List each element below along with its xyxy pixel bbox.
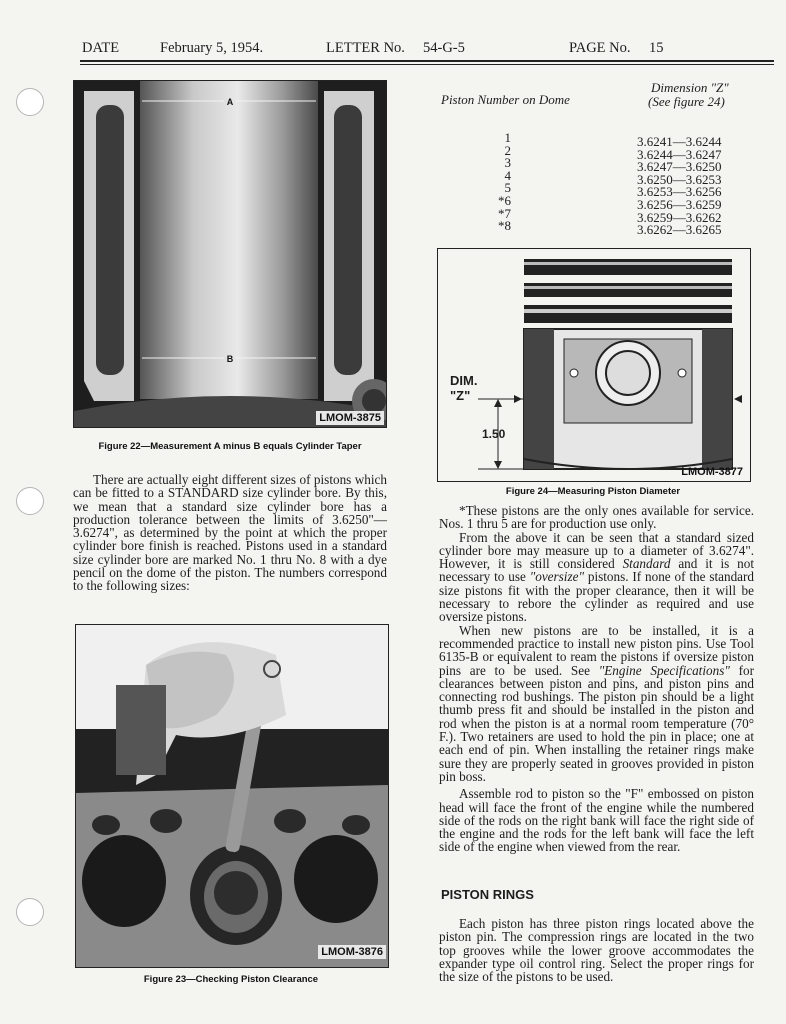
piston-number-column <box>481 132 511 233</box>
page-header <box>80 40 774 60</box>
fig24-height-label: 1.50 <box>482 427 506 441</box>
piston-number-cell: *8 <box>498 218 511 234</box>
paragraph-piston-rings: Each piston has three piston rings located above the piston pin. The compression rings are located in the two top grooves while the lower groove accommodates the expander type oil control ring. Select the proper rings for the size of the pistons to be used. <box>439 916 754 985</box>
figure-24-caption: Figure 24—Measuring Piston Diameter <box>505 486 681 497</box>
figure-23-caption: Figure 23—Checking Piston Clearance <box>143 974 319 985</box>
dimension-cell: 3.6256—3.6259 <box>637 196 722 212</box>
piston-number-cell: 4 <box>504 167 511 183</box>
header-rule-thick <box>80 60 774 62</box>
binder-hole-top <box>16 88 44 116</box>
date-value: February 5, 1954. <box>160 40 264 56</box>
oversize-text-oversize: "oversize" <box>529 569 584 585</box>
paragraph-piston-pins <box>439 624 754 784</box>
piston-number-cell: *7 <box>498 205 511 221</box>
header-rule-thin <box>80 64 774 65</box>
dimension-cell: 3.6247—3.6250 <box>637 159 722 175</box>
fig24-dim-label-line1: DIM. <box>450 373 478 388</box>
fig23-tag: LMOM-3876 <box>318 945 386 959</box>
paragraph-assemble-rod: Assemble rod to piston so the "F" embossed on piston head will face the front of the engine while the numbered side of the rods on the right bank will face the right side of the engine and the rods for the left bank will face the left side of the engine when viewed from the rear. <box>439 786 754 855</box>
binder-hole-middle <box>16 487 44 515</box>
dimension-column <box>637 136 722 237</box>
dimension-cell: 3.6259—3.6262 <box>637 209 722 225</box>
pins-text-b: for clearances between piston and pins, and piston pins and connecting rod bushings. The piston pin should be a light thumb press fit and should be installed in the piston and rod when the piston is at a normal room temperature (70° F.). Two retainers are used to hold the pin in place; one at each end of pin. When installing the retainer rings make sure they are properly seated in grooves provided in piston pin boss. <box>439 662 754 784</box>
figure-24-piston-diagram <box>437 248 751 482</box>
piston-number-cell: 1 <box>504 130 511 145</box>
binder-hole-bottom <box>16 898 44 926</box>
date-label: DATE <box>82 40 120 56</box>
letter-label: LETTER No. <box>326 40 405 56</box>
piston-number-cell: 5 <box>504 180 511 196</box>
piston-number-cell: 3 <box>504 155 511 171</box>
table-header-piston-number: Piston Number on Dome <box>441 92 570 107</box>
oversize-text-standard: Standard <box>622 556 671 572</box>
table-header-dimension: Dimension "Z" <box>651 80 729 95</box>
dimension-cell: 3.6253—3.6256 <box>637 184 722 200</box>
fig22-label-a: A <box>226 97 234 107</box>
letter-value: 54-G-5 <box>423 40 465 56</box>
oversize-text-a: From the above it can be seen that a standard sized cylinder bore may measure up to a diameter of 3.6274". However, it is still considered <box>439 529 754 572</box>
figure-22-caption: Figure 22—Measurement A minus B equals Cylinder Taper <box>98 441 362 452</box>
page-value: 15 <box>649 40 664 56</box>
fig22-tag: LMOM-3875 <box>316 411 384 425</box>
table-header-figure-ref: (See figure 24) <box>648 94 725 109</box>
left-column-text <box>73 473 387 593</box>
page-label: PAGE No. <box>569 40 631 56</box>
figure-23-clearance-photo <box>75 624 389 968</box>
paragraph-oversize <box>439 531 754 624</box>
pins-text-a: When new pistons are to be installed, it is a recommended practice to install new piston pins. Use Tool 6135-B or equivalent to ream the pistons if oversize piston pins are to be used. See <box>439 622 754 678</box>
piston-number-cell: *6 <box>498 192 511 208</box>
fig24-dim-label-line2: "Z" <box>450 388 471 403</box>
piston-number-cell: 2 <box>504 142 511 158</box>
oversize-text-c: pistons. If none of the standard size pistons fit with the proper clearance, then it will be necessary to rebore the cylinder as required and use oversize pistons. <box>439 569 755 625</box>
paragraph-service-note: *These pistons are the only ones available for service. Nos. 1 thru 5 are for production use only. <box>439 503 754 532</box>
pins-text-specs: "Engine Specifications" <box>598 662 730 678</box>
piston-size-table <box>441 82 761 242</box>
dimension-cell: 3.6262—3.6265 <box>637 222 722 238</box>
oversize-text-b: and it is not necessary to use <box>439 556 754 585</box>
dimension-cell: 3.6241—3.6244 <box>637 134 722 149</box>
dimension-cell: 3.6244—3.6247 <box>637 146 722 162</box>
right-column-text <box>439 504 754 854</box>
dimension-cell: 3.6250—3.6253 <box>637 171 722 187</box>
piston-rings-text <box>439 917 754 983</box>
figure-22-cylinder-photo <box>73 80 387 428</box>
paragraph-piston-sizes: There are actually eight different sizes of pistons which can be fitted to a STANDARD size cylinder bore. By this, we mean that a standard size cylinder bore has a production tolerance between the limits of 3.6250"—3.6274", as determined by the point at which the proper cylinder bore finish is reached. Pistons used in a standard size cylinder bore are marked No. 1 thru No. 8 with a dye pencil on the dome of the piston. The numbers correspond to the following sizes: <box>73 472 387 594</box>
fig24-tag: LMOM-3877 <box>681 466 743 478</box>
heading-piston-rings: PISTON RINGS <box>441 887 534 902</box>
fig24-dim-label <box>450 373 477 403</box>
fig22-label-b: B <box>226 354 234 364</box>
